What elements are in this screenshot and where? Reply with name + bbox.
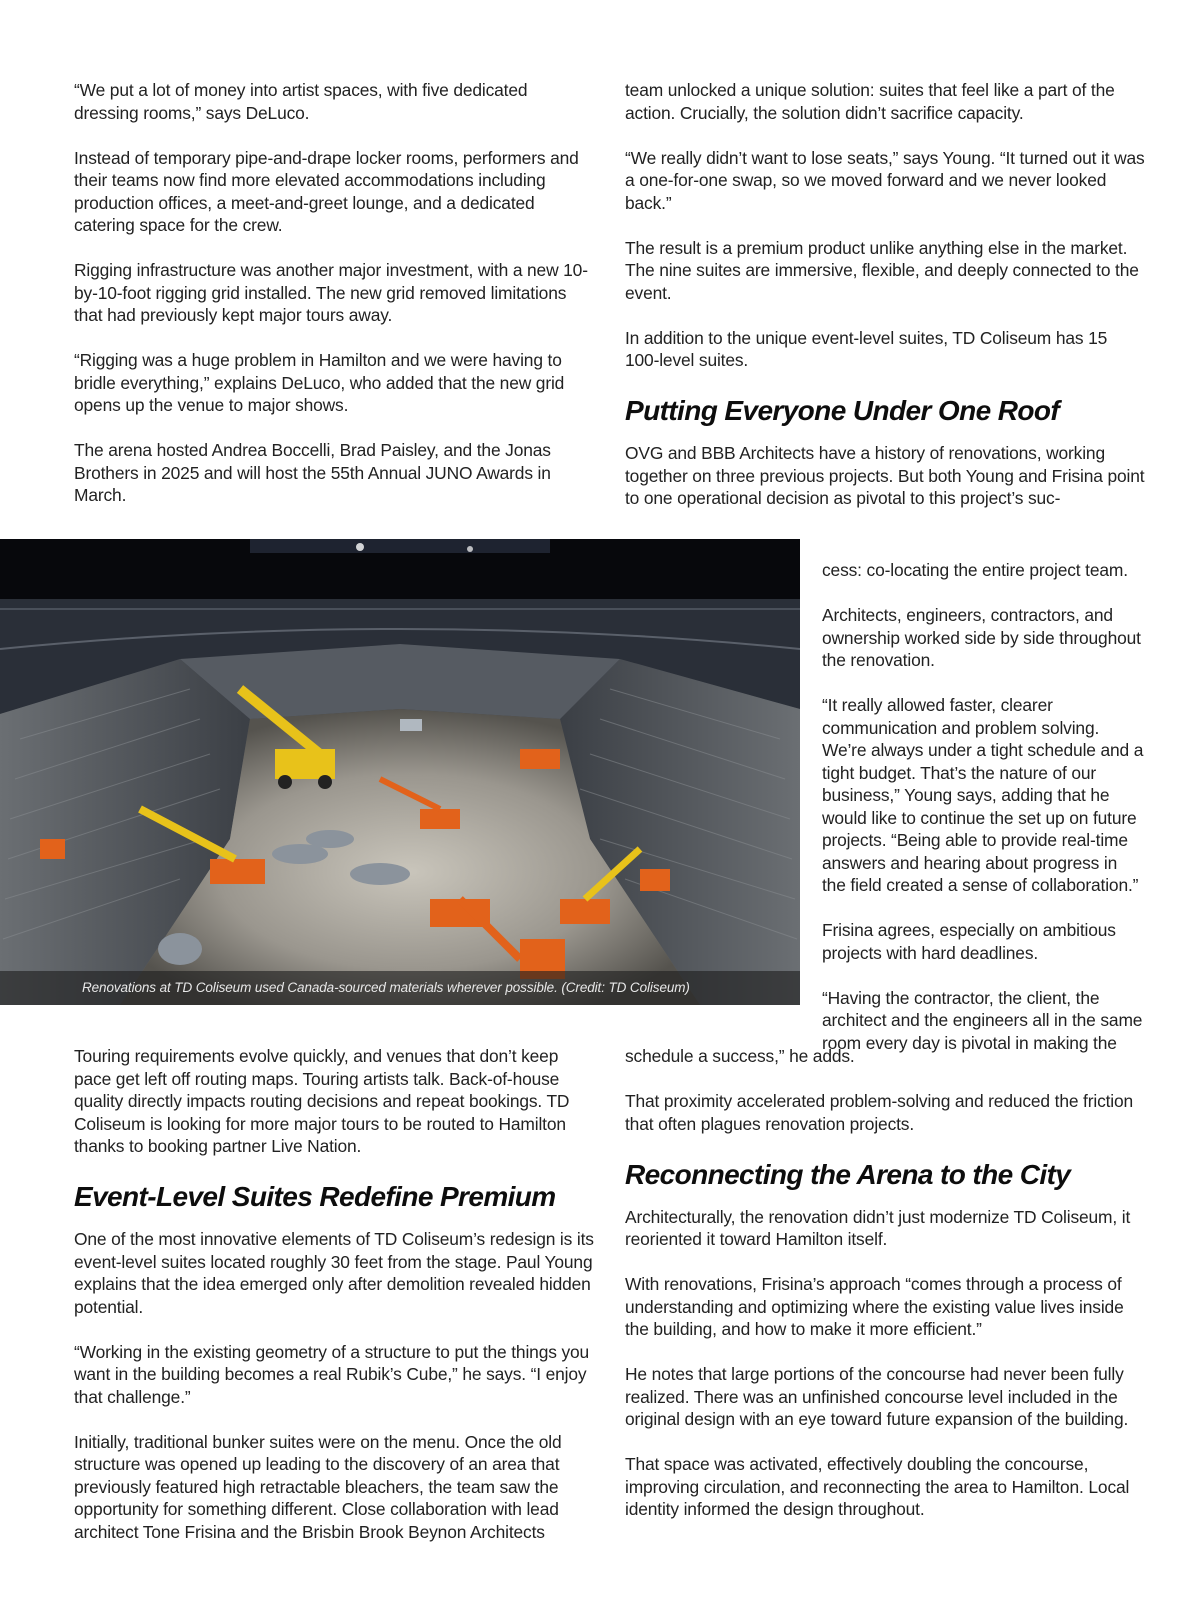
paragraph: Initially, traditional bunker suites were on the menu. Once the old structure was opened up leading to the discovery of an area that previously featured high retractable bleachers, the team saw the opportunity for something different. Close collaboration with lead architect Tone Frisina and the Brisbin Brook Beynon Architects — [74, 1431, 562, 1542]
paragraph: schedule a success,” he adds. — [625, 1046, 855, 1066]
paragraph: “Rigging was a huge problem in Hamilton and we were having to bridle everything,” explains DeLuco, who added that the new grid opens up the venue to major shows. — [74, 350, 565, 415]
paragraph: cess: co-locating the entire project team. — [822, 560, 1128, 580]
paragraph: The result is a premium product unlike anything else in the market. The nine suites are immersive, flexible, and deeply connected to the event. — [625, 237, 1139, 303]
paragraph: That proximity accelerated problem-solving and reduced the friction that often plagues renovation projects. — [625, 1091, 1134, 1134]
paragraph: In addition to the unique event-level suites, TD Coliseum has 15 100-level suites. — [625, 327, 1108, 370]
paragraph: Frisina agrees, especially on ambitious projects with hard deadlines. — [822, 920, 1116, 963]
paragraph: Architects, engineers, contractors, and ownership worked side by side throughout the renovation. — [822, 605, 1141, 670]
arena-construction-photo — [0, 539, 800, 1005]
paragraph: “We really didn’t want to lose seats,” says Young. “It turned out it was a one-for-one swap, so we moved forward and we never looked back.” — [625, 147, 1145, 213]
paragraph: With renovations, Frisina’s approach “comes through a process of understanding and optimizing where the existing value lives inside the building, and how to make it more efficient.” — [625, 1274, 1124, 1339]
section-heading: Event-Level Suites Redefine Premium — [74, 1181, 556, 1212]
left-column-bottom — [74, 1045, 594, 1566]
paragraph: “We put a lot of money into artist spaces, with five dedicated dressing rooms,” says DeLuco. — [74, 80, 528, 123]
left-column-top — [74, 79, 594, 529]
arena-illustration — [0, 539, 800, 1005]
right-column-bottom — [625, 1045, 1145, 1543]
section-heading: Reconnecting the Arena to the City — [625, 1158, 1071, 1190]
paragraph: “It really allowed faster, clearer communication and problem solving. We’re always under a tight schedule and a tight budget. That’s the nature of our business,” Young says, adding that he would like to continue the set up on future projects. “Being able to provide real-time answers and hearing about progress in the field created a sense of collaboration.” — [822, 695, 1144, 895]
paragraph: OVG and BBB Architects have a history of renovations, working together on three previous projects. But both Young and Frisina point to one operational decision as pivotal to this project’s suc- — [625, 443, 1145, 508]
paragraph: That space was activated, effectively doubling the concourse, improving circulation, and reconnecting the area to Hamilton. Local identity informed the design throughout. — [625, 1454, 1130, 1519]
paragraph: The arena hosted Andrea Boccelli, Brad Paisley, and the Jonas Brothers in 2025 and will host the 55th Annual JUNO Awards in March. — [74, 440, 551, 505]
paragraph: “Having the contractor, the client, the architect and the engineers all in the same room every day is pivotal in making the — [822, 987, 1143, 1053]
section-heading: Putting Everyone Under One Roof — [625, 395, 1060, 426]
paragraph: He notes that large portions of the concourse had never been fully realized. There was an unfinished concourse level included in the original design with an eye toward future expansion of the building. — [625, 1364, 1129, 1429]
paragraph: Touring requirements evolve quickly, and venues that don’t keep pace get left off routing maps. Touring artists talk. Back-of-house quality directly impacts routing decisions and repeat bookings. TD Coliseum is looking for more major tours to be routed to Hamilton thanks to booking partner Live Nation. — [74, 1046, 570, 1156]
paragraph: “Working in the existing geometry of a structure to put the things you want in the building becomes a real Rubik’s Cube,” he says. “I enjoy that challenge.” — [74, 1341, 590, 1407]
paragraph: team unlocked a unique solution: suites that feel like a part of the action. Crucially, the solution didn’t sacrifice capacity. — [625, 80, 1115, 123]
right-column-top — [625, 79, 1145, 510]
paragraph: Architecturally, the renovation didn’t just modernize TD Coliseum, it reoriented it toward Hamilton itself. — [625, 1206, 1131, 1249]
paragraph: Instead of temporary pipe-and-drape locker rooms, performers and their teams now find more elevated accommodations including production offices, a meet-and-greet lounge, and a dedicated catering space for the crew. — [74, 147, 579, 235]
paragraph: One of the most innovative elements of TD Coliseum’s redesign is its event-level suites located roughly 30 feet from the stage. Paul Young explains that the idea emerged only after demolition revealed hidden potential. — [74, 1229, 594, 1317]
photo-caption: Renovations at TD Coliseum used Canada-sourced materials wherever possible. (Credit: TD Coliseum) — [82, 980, 690, 995]
paragraph: Rigging infrastructure was another major investment, with a new 10-by-10-foot rigging grid installed. The new grid removed limitations that had previously kept major tours away. — [74, 260, 588, 325]
right-column-narrow — [822, 559, 1145, 1054]
